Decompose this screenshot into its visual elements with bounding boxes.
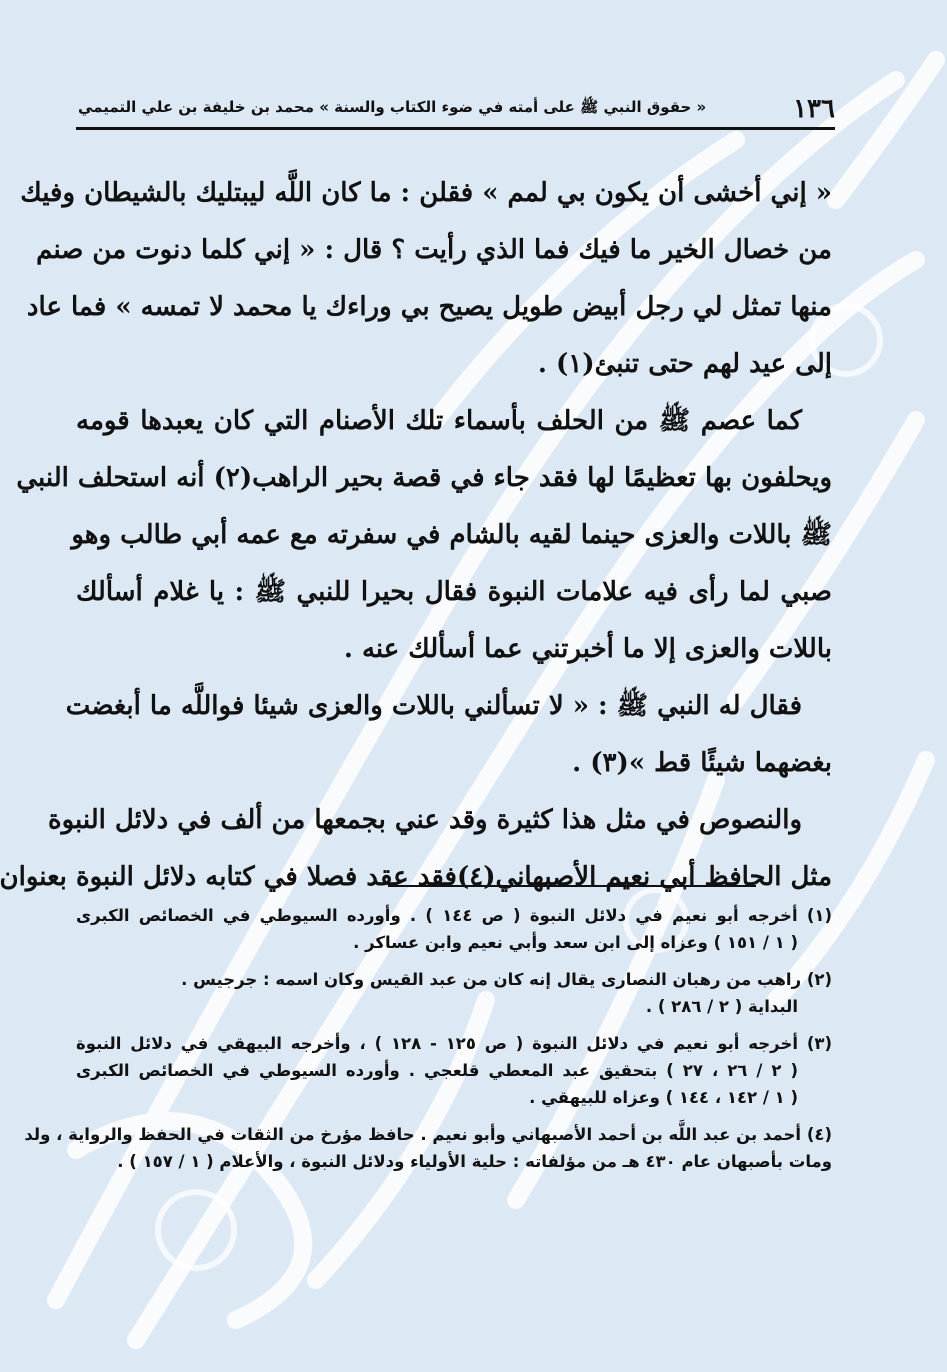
- footnote-rule: [388, 885, 756, 887]
- footnote-line: (١) أخرجه أبو نعيم في دلائل النبوة ( ص ١٤٤ ) . وأورده السيوطي في الخصائص الكبرى: [76, 906, 832, 925]
- text-line: صبي لما رأى فيه علامات النبوة فقال بحيرا للنبي ﷺ : يا غلام أسألك: [76, 577, 832, 607]
- footnote-line: ( ١ / ١٥١ ) وعزاه إلى ابن سعد وأبي نعيم وابن عساكر .: [353, 933, 798, 952]
- header-rule: [76, 127, 835, 130]
- text-line: كما عصم ﷺ من الحلف بأسماء تلك الأصنام التي كان يعبدها قومه: [76, 406, 802, 436]
- text-line: مثل الحافظ أبي نعيم الأصبهاني(٤)فقد عقد فصلا في كتابه دلائل النبوة بعنوان: [0, 862, 832, 892]
- main-text: [0, 165, 832, 906]
- text-line: « إني أخشى أن يكون بي لمم » فقلن : ما كان اللَّه ليبتليك بالشيطان وفيك: [20, 178, 832, 208]
- footnotes: [24, 902, 832, 1175]
- page-number: ١٣٦: [793, 94, 835, 124]
- running-head: « حقوق النبي ﷺ على أمته في ضوء الكتاب والسنة » محمد بن خليفة بن علي التميمي: [78, 98, 707, 116]
- page-header: [78, 92, 835, 126]
- text-line: فقال له النبي ﷺ : « لا تسألني باللات والعزى شيئا فواللَّه ما أبغضت: [65, 691, 802, 721]
- text-line: باللات والعزى إلا ما أخبرتني عما أسألك عنه .: [343, 634, 832, 664]
- text-line: ويحلفون بها تعظيمًا لها فقد جاء في قصة بحير الراهب(٢) أنه استحلف النبي: [16, 463, 832, 493]
- footnote-line: (٢) راهب من رهبان النصارى يقال إنه كان من عبد القيس وكان اسمه : جرجيس .: [181, 970, 832, 989]
- text-line: إلى عيد لهم حتى تنبئ(١) .: [537, 349, 832, 379]
- footnote-line: ( ١ / ١٤٢ ، ١٤٤ ) وعزاه للبيهقي .: [529, 1088, 798, 1107]
- text-line: من خصال الخير ما فيك فما الذي رأيت ؟ قال : « إني كلما دنوت من صنم: [36, 235, 832, 265]
- footnote-line: ( ٢ / ٢٦ ، ٢٧ ) بتحقيق عبد المعطي قلعجي . وأورده السيوطي في الخصائص الكبرى: [76, 1061, 799, 1080]
- footnote-line: (٣) أخرجه أبو نعيم في دلائل النبوة ( ص ١٢٥ - ١٢٨ ) ، وأخرجه البيهقي في دلائل النبوة: [76, 1034, 832, 1053]
- text-line: منها تمثل لي رجل أبيض طويل يصيح بي وراءك يا محمد لا تمسه » فما عاد: [26, 292, 832, 322]
- footnote-line: (٤) أحمد بن عبد اللَّه بن أحمد الأصبهاني وأبو نعيم . حافظ مؤرخ من الثقات في الحفظ والرواية ، ولد: [24, 1125, 832, 1144]
- text-line: بغضهما شيئًا قط »(٣) .: [572, 748, 832, 778]
- footnote-line: ومات بأصبهان عام ٤٣٠ هـ من مؤلفاته : حلية الأولياء ودلائل النبوة ، والأعلام ( ١ / ١٥٧ ) .: [117, 1152, 832, 1171]
- footnote-line: البداية ( ٢ / ٢٨٦ ) .: [645, 997, 798, 1016]
- text-line: والنصوص في مثل هذا كثيرة وقد عني بجمعها من ألف في دلائل النبوة: [47, 805, 802, 835]
- text-line: ﷺ باللات والعزى حينما لقيه بالشام في سفرته مع عمه أبي طالب وهو: [71, 520, 832, 550]
